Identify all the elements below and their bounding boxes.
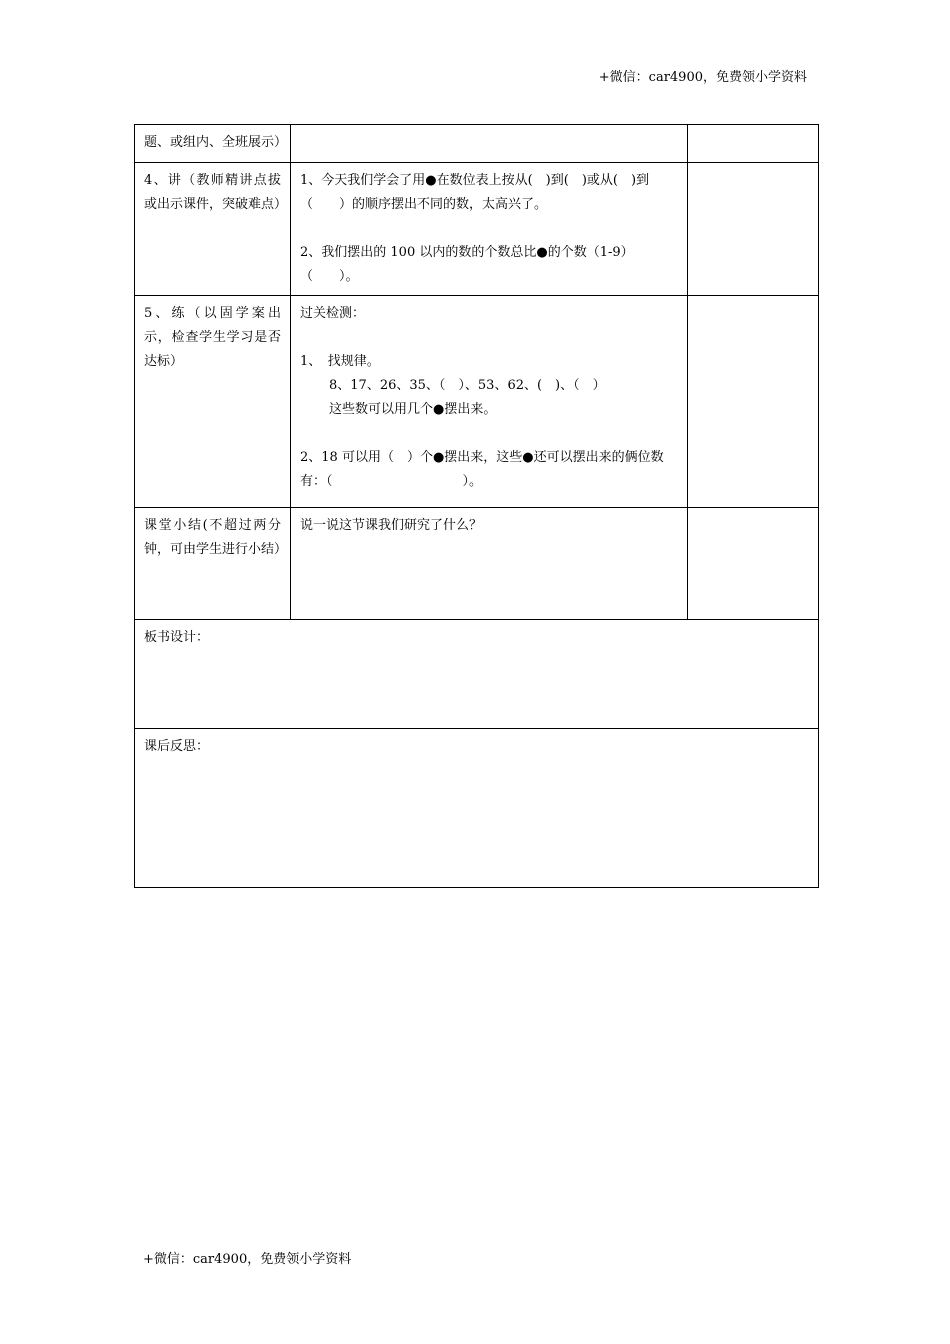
content-line: 2、我们摆出的 100 以内的数的个数总比●的个数（1-9）（ ）。 [300,245,634,284]
row-label: 4、讲（教师精讲点拔或出示课件，突破难点） [135,163,291,296]
row-notes [688,508,819,620]
row-notes [688,125,819,163]
row-notes [688,296,819,508]
reflection-cell: 课后反思： [135,729,819,888]
question-1: 1、 找规律。 [300,354,380,369]
table-row [135,508,819,620]
row-label: 题、或组内、全班展示） [135,125,291,163]
table-row [135,125,819,163]
question-2: 2、18 可以用（ ）个●摆出来，这些●还可以摆出来的俩位数有：（ ）。 [300,450,664,489]
row-content [291,296,688,508]
row-label: 课堂小结(不超过两分钟，可由学生进行小结） [135,508,291,620]
table-row [135,163,819,296]
content-line: 1、今天我们学会了用●在数位表上按从( )到( )或从( )到（ ）的顺序摆出不同的数，太高兴了。 [300,173,650,212]
question-1-ask: 这些数可以用几个●摆出来。 [329,402,497,417]
row-content: 说一说这节课我们研究了什么？ [291,508,688,620]
page-footer: +微信：car4900，免费领小学资料 [143,1252,352,1267]
row-notes [688,163,819,296]
page-header: +微信：car4900，免费领小学资料 [598,70,807,85]
table-row [135,296,819,508]
row-label: 5、练（以固学案出示，检查学生学习是否达标） [135,296,291,508]
board-design-cell: 板书设计： [135,620,819,729]
row-content [291,163,688,296]
table-row [135,729,819,888]
lesson-plan-table [134,124,819,888]
table-row [135,620,819,729]
question-1-sequence: 8、17、26、35、（ ）、53、62、( )、（ ） [329,378,606,393]
section-title: 过关检测： [300,306,366,321]
row-content [291,125,688,163]
